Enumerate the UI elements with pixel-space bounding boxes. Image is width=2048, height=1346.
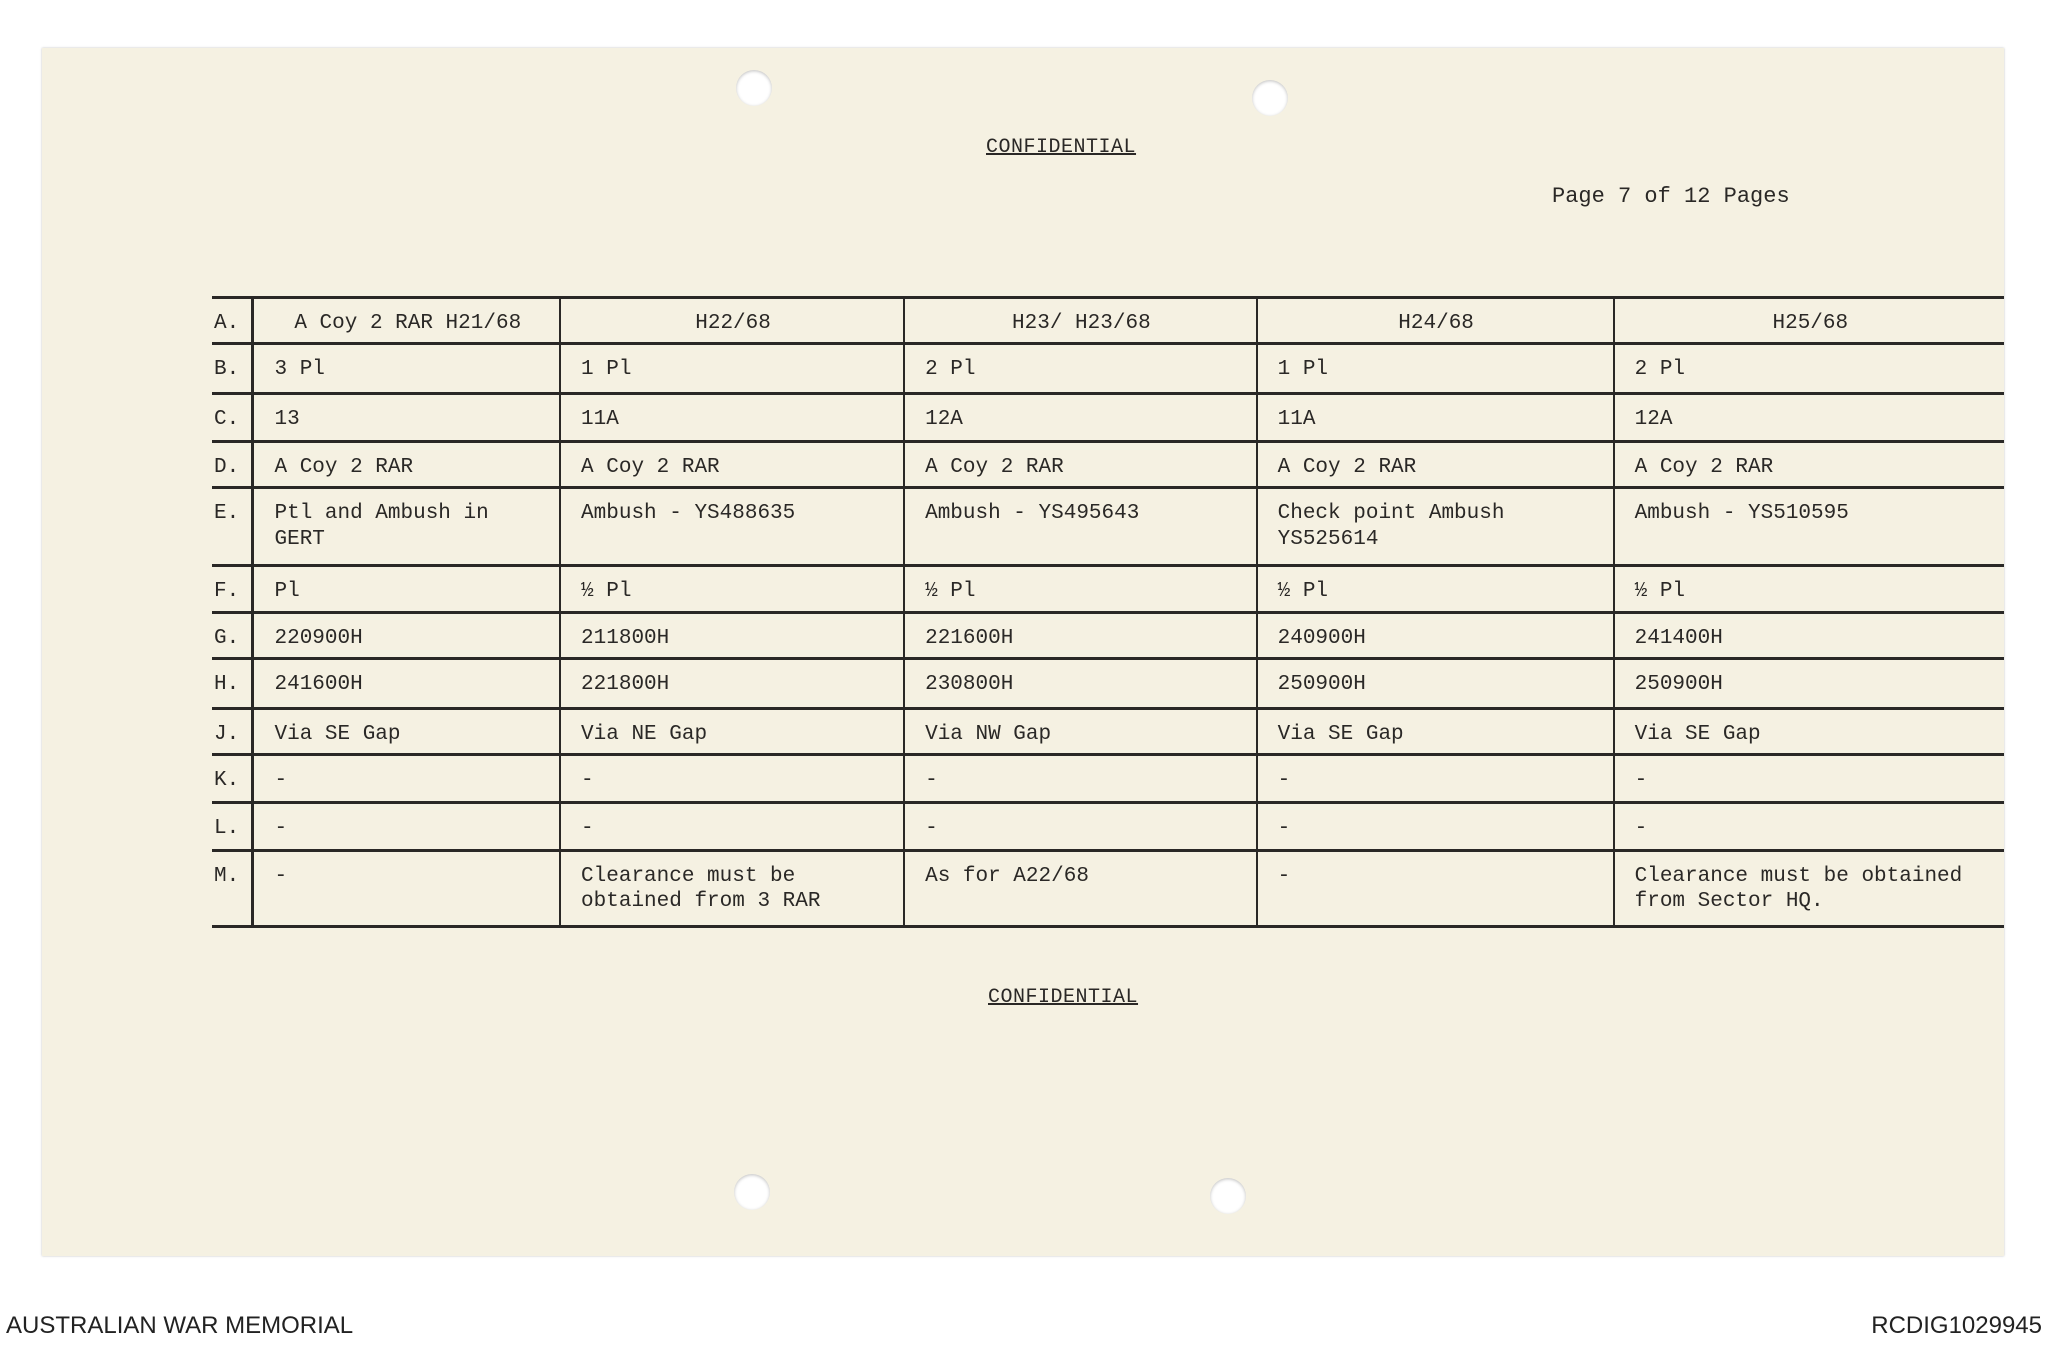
table-row [212,488,2004,566]
table-cell: ½ Pl [560,566,904,612]
table-cell: A Coy 2 RAR [253,442,560,488]
punch-hole-top-left [736,70,772,106]
table-row [212,442,2004,488]
table-cell: A Coy 2 RAR [904,442,1257,488]
table-cell: 12A [904,394,1257,442]
table-cell: Clearance must be obtained from 3 RAR [560,850,904,926]
row-key: K. [212,754,253,802]
classification-header: CONFIDENTIAL [986,136,1137,159]
table-cell: - [1614,802,2004,850]
orders-table [212,296,2004,928]
table-cell: 250900H [1614,658,2004,708]
row-key: F. [212,566,253,612]
table-cell: As for A22/68 [904,850,1257,926]
page-of: of [1644,184,1671,209]
table-cell: Via NE Gap [560,708,904,754]
table-row [212,344,2004,394]
row-key: D. [212,442,253,488]
table-cell: Via NW Gap [904,708,1257,754]
table-row [212,708,2004,754]
punch-hole-bottom-left [734,1174,770,1210]
table-cell: ½ Pl [904,566,1257,612]
table-cell: Clearance must be obtained from Sector HQ. [1614,850,2004,926]
table-cell: ½ Pl [1257,566,1614,612]
page-suffix: Pages [1723,184,1790,209]
row-key: G. [212,612,253,658]
table-cell: H22/68 [560,298,904,344]
table-cell: 240900H [1257,612,1614,658]
table-cell: - [904,802,1257,850]
table-cell: 1 Pl [560,344,904,394]
page-current: 7 [1618,184,1632,209]
table-cell: - [904,754,1257,802]
table-row [212,394,2004,442]
table-cell: - [1257,754,1614,802]
row-key: C. [212,394,253,442]
row-key: M. [212,850,253,926]
table-cell: - [253,802,560,850]
table-cell: 2 Pl [1614,344,2004,394]
table-cell: - [560,802,904,850]
table-cell: 220900H [253,612,560,658]
row-key: H. [212,658,253,708]
table-cell: - [560,754,904,802]
table-cell: H24/68 [1257,298,1614,344]
table-cell: 11A [560,394,904,442]
table-cell: Ambush - YS495643 [904,488,1257,566]
table-row [212,612,2004,658]
archive-id: RCDIG1029945 [1871,1312,2042,1339]
table-cell: 230800H [904,658,1257,708]
page-label: Page [1552,184,1605,209]
punch-hole-top-right [1252,80,1288,116]
table-cell: Check point Ambush YS525614 [1257,488,1614,566]
table-cell: A Coy 2 RAR [1257,442,1614,488]
table-cell: A Coy 2 RAR H21/68 [253,298,560,344]
table-cell: Via SE Gap [1257,708,1614,754]
row-key: E. [212,488,253,566]
table-cell: Ambush - YS488635 [560,488,904,566]
table-cell: 221600H [904,612,1257,658]
table-cell: H25/68 [1614,298,2004,344]
page-total: 12 [1684,184,1711,209]
table-row [212,298,2004,344]
table-cell: Ambush - YS510595 [1614,488,2004,566]
table-cell: Via SE Gap [253,708,560,754]
table-cell: Via SE Gap [1614,708,2004,754]
table-row [212,802,2004,850]
table-row [212,658,2004,708]
table-cell: Pl [253,566,560,612]
table-cell: 1 Pl [1257,344,1614,394]
table-cell: H23/ H23/68 [904,298,1257,344]
table-cell: A Coy 2 RAR [560,442,904,488]
archive-credit: AUSTRALIAN WAR MEMORIAL [6,1312,354,1339]
table-cell: 11A [1257,394,1614,442]
table-cell: - [1614,754,2004,802]
row-key: L. [212,802,253,850]
page-number [1552,184,1790,209]
table-row [212,754,2004,802]
table-cell: 241600H [253,658,560,708]
table-row [212,566,2004,612]
table-cell: - [253,754,560,802]
row-key: J. [212,708,253,754]
row-key: A. [212,298,253,344]
row-key: B. [212,344,253,394]
classification-footer: CONFIDENTIAL [988,986,1139,1009]
table-cell: Ptl and Ambush in GERT [253,488,560,566]
table-cell: 221800H [560,658,904,708]
table-cell: - [1257,802,1614,850]
table-cell: 250900H [1257,658,1614,708]
table-cell: 3 Pl [253,344,560,394]
document-sheet [42,48,2004,1256]
table-cell: ½ Pl [1614,566,2004,612]
table-cell: - [253,850,560,926]
table-cell: - [1257,850,1614,926]
table-cell: 241400H [1614,612,2004,658]
table-cell: 2 Pl [904,344,1257,394]
table-cell: 13 [253,394,560,442]
punch-hole-bottom-right [1210,1178,1246,1214]
table-cell: 211800H [560,612,904,658]
table-cell: 12A [1614,394,2004,442]
table-cell: A Coy 2 RAR [1614,442,2004,488]
table-row [212,850,2004,926]
